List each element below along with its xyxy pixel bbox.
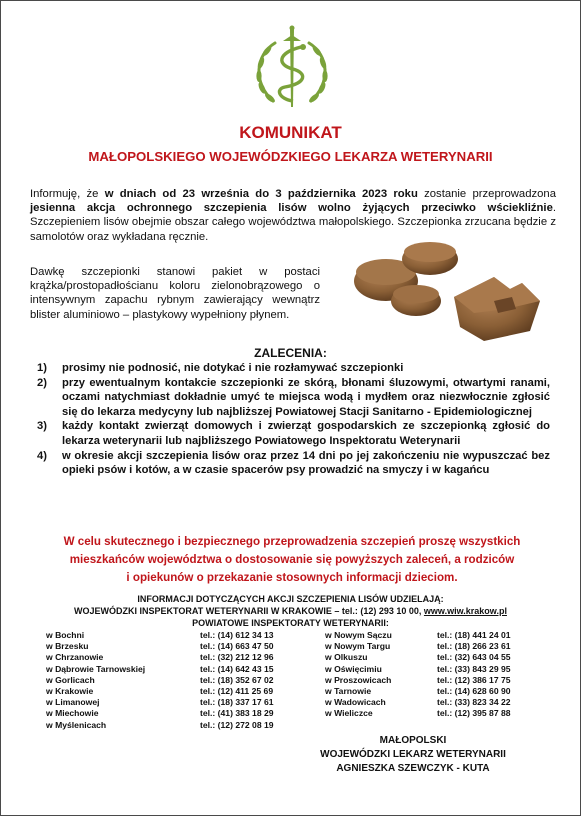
table-row: w Gorlicach tel.: (18) 352 67 02 w Proszowicach tel.: (12) 386 17 75: [46, 674, 511, 685]
intro-paragraph: Informuję, że w dniach od 23 września do 3 października 2023 roku zostanie przeprowadzona jesienna akcja ochronnego szczepienia lisów wolno żyjących przeciwko wściekliźnie. Szczepieniem lisów obejmie obszar całego województwa małopolskiego. Szczepionka zrzucana będzie z samolotów oraz wykładana ręcznie.: [30, 188, 556, 243]
table-row: w Myślenicach tel.: (12) 272 08 19: [46, 719, 274, 730]
table-row: w Chrzanowie tel.: (32) 212 12 96 w Olkuszu tel.: (32) 643 04 55: [46, 652, 511, 663]
table-row: w Brzesku tel.: (14) 663 47 50 w Nowym Targu tel.: (18) 266 23 61: [46, 641, 511, 652]
vaccine-bait-pellets-icon: [334, 239, 559, 349]
recommendations-title: ZALECENIA:: [254, 346, 327, 360]
table-row: w Krakowie tel.: (12) 411 25 69 w Tarnowie tel.: (14) 628 60 90: [46, 686, 511, 697]
vaccine-description: Dawkę szczepionki stanowi pakiet w postaci krążka/prostopadłościanu koloru zielonobrązowego o intensywnym zapachu rybnym zawierający wewnątrz blister aluminiowo – plastykowy wypełniony płynem.: [30, 266, 320, 321]
powiat-heading: POWIATOWE INSPEKTORATY WETERYNARII:: [192, 618, 389, 628]
wiw-website-link[interactable]: www.wiw.krakow.pl: [423, 606, 507, 616]
announcement-subtitle: MAŁOPOLSKIEGO WOJEWÓDZKIEGO LEKARZA WETERYNARII: [88, 149, 493, 164]
table-row: w Miechowie tel.: (41) 383 18 29 w Wieliczce tel.: (12) 395 87 88: [46, 708, 511, 719]
wiw-contact: WOJEWÓDZKI INSPEKTORAT WETERYNARII W KRAKOWIE – tel.: (12) 293 10 00, www.wiw.krakow.pl: [74, 606, 507, 616]
offices-table: [46, 630, 537, 731]
list-item: 2) przy ewentualnym kontakcie szczepionki ze skórą, błonami śluzowymi, otwartymi ranami, oczami natychmiast dokładnie umyć te miejsca wodą i mydłem oraz niezwłocznie zgłosić się do lekarza medycyny lub najbliższej Powiatowej Stacji Sanitarno - Epidemiologicznej: [37, 376, 550, 418]
appeal-note: W celu skutecznego i bezpiecznego przeprowadzenia szczepień proszę wszystkich mieszkańców województwa o dostosowanie się powyższych zaleceń, a rodziców i opiekunów o przekazanie stosownych informacji dzieciom.: [63, 535, 521, 585]
list-item: 1) prosimy nie podnosić, nie dotykać i nie rozłamywać szczepionki: [37, 362, 404, 374]
list-item: 3) każdy kontakt zwierząt domowych i zwierząt gospodarskich ze szczepionką zgłosić do lekarza weterynarii lub najbliższego Powiatowego Inspektoratu Weterynarii: [37, 420, 550, 447]
recommendations-list: [37, 361, 550, 478]
table-row: w Limanowej tel.: (18) 337 17 61 w Wadowicach tel.: (33) 823 34 22: [46, 697, 511, 708]
list-item: 4) w okresie akcji szczepienia lisów oraz przez 14 dni po jej zakończeniu nie wypuszczać bez opieki psów i kotów, a w czasie spacerów psy prowadzić na smyczy i w kagańcu: [37, 449, 550, 477]
table-row: w Bochni tel.: (14) 612 34 13 w Nowym Sączu tel.: (18) 441 24 01: [46, 630, 511, 640]
contacts-heading: INFORMACJI DOTYCZĄCYCH AKCJI SZCZEPIENIA LISÓW UDZIELAJĄ:: [137, 594, 444, 604]
veterinary-caduceus-laurel-icon: [237, 21, 347, 116]
table-row: w Dąbrowie Tarnowskiej tel.: (14) 642 43 15 w Oświęcimiu tel.: (33) 843 29 95: [46, 663, 511, 674]
signature-block: MAŁOPOLSKI WOJEWÓDZKI LEKARZ WETERYNARII AGNIESZKA SZEWCZYK - KUTA: [320, 735, 506, 774]
announcement-title: KOMUNIKAT: [239, 123, 342, 142]
